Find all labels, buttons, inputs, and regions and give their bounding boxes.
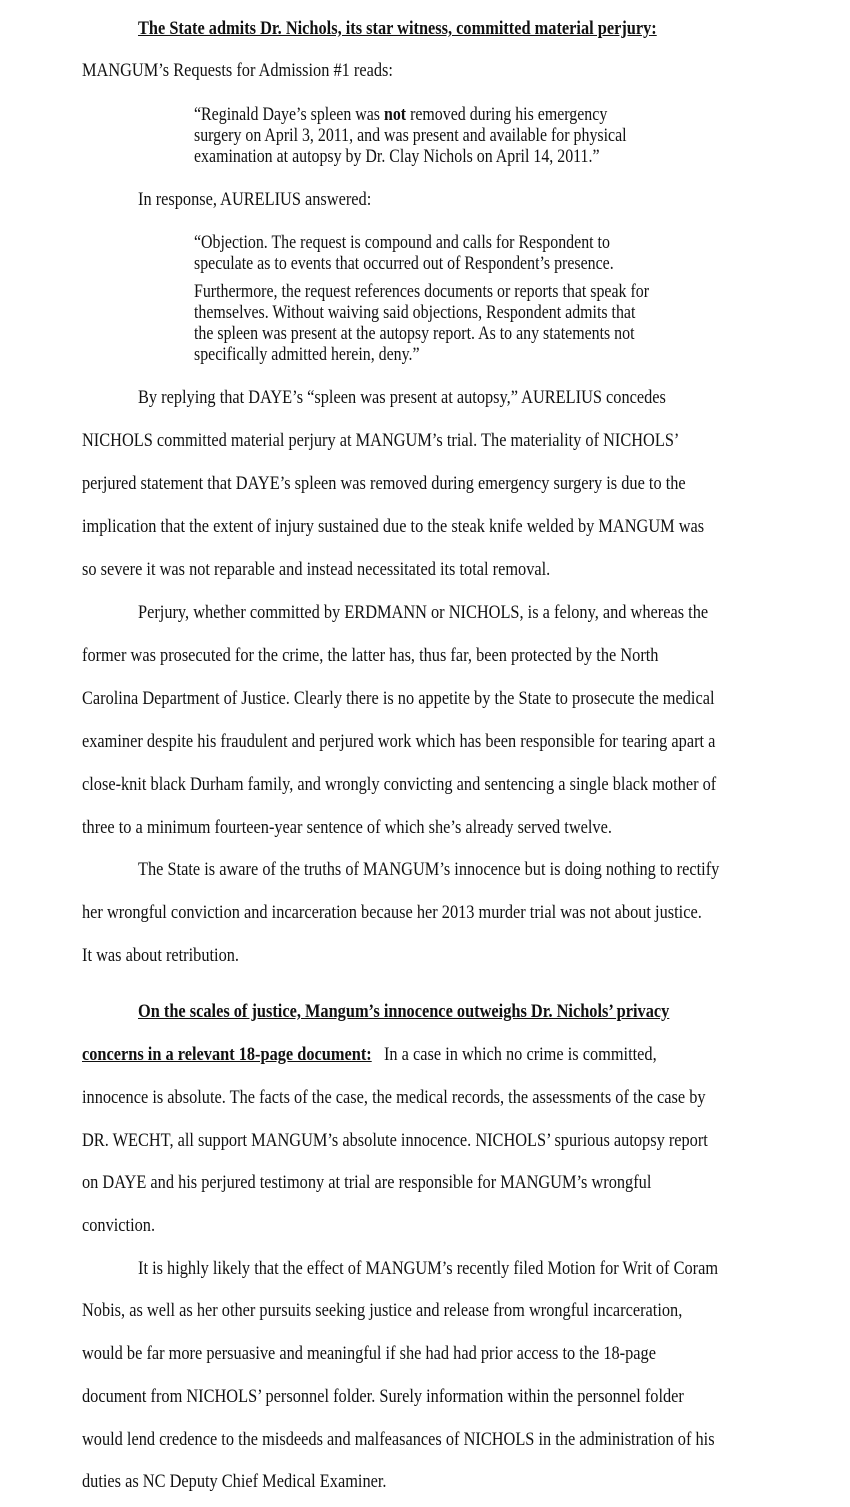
text-line: By replying that DAYE’s “spleen was present at autopsy,” AURELIUS concedes xyxy=(138,387,666,408)
response-intro: In response, AURELIUS answered: xyxy=(138,189,372,210)
text-line: perjured statement that DAYE’s spleen was removed during emergency surgery is due to the xyxy=(82,473,686,494)
text-line: would lend credence to the misdeeds and malfeasances of NICHOLS in the administration of his xyxy=(82,1429,715,1450)
text-line: close-knit black Durham family, and wrongly convicting and sentencing a single black mother of xyxy=(82,774,717,795)
quote-line: surgery on April 3, 2011, and was present and available for physical xyxy=(194,126,627,146)
text-line: It is highly likely that the effect of MANGUM’s recently filed Motion for Writ of Coram xyxy=(138,1258,719,1279)
quote-text: “Reginald Daye’s spleen was xyxy=(194,105,384,125)
text-line: It was about retribution. xyxy=(82,945,240,966)
section-heading-continuation: concerns in a relevant 18-page document: xyxy=(82,1044,372,1065)
text-line: on DAYE and his perjured testimony at trial are responsible for MANGUM’s wrongful xyxy=(82,1172,652,1193)
quote-text: removed during his emergency xyxy=(406,105,608,125)
text-line: Nobis, as well as her other pursuits seeking justice and release from wrongful incarceration, xyxy=(82,1300,683,1321)
section-heading-scales-of-justice: On the scales of justice, Mangum’s innocence outweighs Dr. Nichols’ privacy xyxy=(138,1001,670,1022)
text-line: conviction. xyxy=(82,1215,156,1236)
quote-line: speculate as to events that occurred out of Respondent’s presence. xyxy=(194,254,614,274)
heading-continuation-line xyxy=(82,1044,657,1066)
text-line: three to a minimum fourteen-year sentence of which she’s already served twelve. xyxy=(82,817,612,838)
text-line: The State is aware of the truths of MANGUM’s innocence but is doing nothing to rectify xyxy=(138,859,720,880)
quote-line xyxy=(194,104,607,126)
text-segment: In a case in which no crime is committed, xyxy=(371,1044,657,1065)
admission-intro: MANGUM’s Requests for Admission #1 reads: xyxy=(82,60,393,81)
quote-line: “Objection. The request is compound and calls for Respondent to xyxy=(194,233,610,253)
text-line: Perjury, whether committed by ERDMANN or NICHOLS, is a felony, and whereas the xyxy=(138,602,709,623)
quote-line: specifically admitted herein, deny.” xyxy=(194,345,420,365)
text-line: her wrongful conviction and incarceration because her 2013 murder trial was not about justice. xyxy=(82,902,702,923)
text-line: examiner despite his fraudulent and perjured work which has been responsible for tearing apart a xyxy=(82,731,716,752)
quote-line: examination at autopsy by Dr. Clay Nichols on April 14, 2011.” xyxy=(194,147,600,167)
text-line: implication that the extent of injury sustained due to the steak knife welded by MANGUM was xyxy=(82,516,705,537)
section-heading-perjury: The State admits Dr. Nichols, its star witness, committed material perjury: xyxy=(138,18,657,39)
text-line: former was prosecuted for the crime, the latter has, thus far, been protected by the North xyxy=(82,645,659,666)
text-line: so severe it was not reparable and instead necessitated its total removal. xyxy=(82,559,551,580)
text-line: Carolina Department of Justice. Clearly there is no appetite by the State to prosecute the medical xyxy=(82,688,715,709)
text-line: document from NICHOLS’ personnel folder. Surely information within the personnel folder xyxy=(82,1386,684,1407)
text-line: NICHOLS committed material perjury at MANGUM’s trial. The materiality of NICHOLS’ xyxy=(82,430,680,451)
text-line: duties as NC Deputy Chief Medical Examiner. xyxy=(82,1471,387,1492)
quote-line: themselves. Without waiving said objections, Respondent admits that xyxy=(194,303,636,323)
emphasis-not: not xyxy=(383,105,407,125)
text-line: DR. WECHT, all support MANGUM’s absolute innocence. NICHOLS’ spurious autopsy report xyxy=(82,1130,708,1151)
text-line: would be far more persuasive and meaningful if she had had prior access to the 18-page xyxy=(82,1343,656,1364)
text-line: innocence is absolute. The facts of the case, the medical records, the assessments of the case by xyxy=(82,1087,706,1108)
quote-line: Furthermore, the request references documents or reports that speak for xyxy=(194,282,650,302)
quote-line: the spleen was present at the autopsy report. As to any statements not xyxy=(194,324,635,344)
